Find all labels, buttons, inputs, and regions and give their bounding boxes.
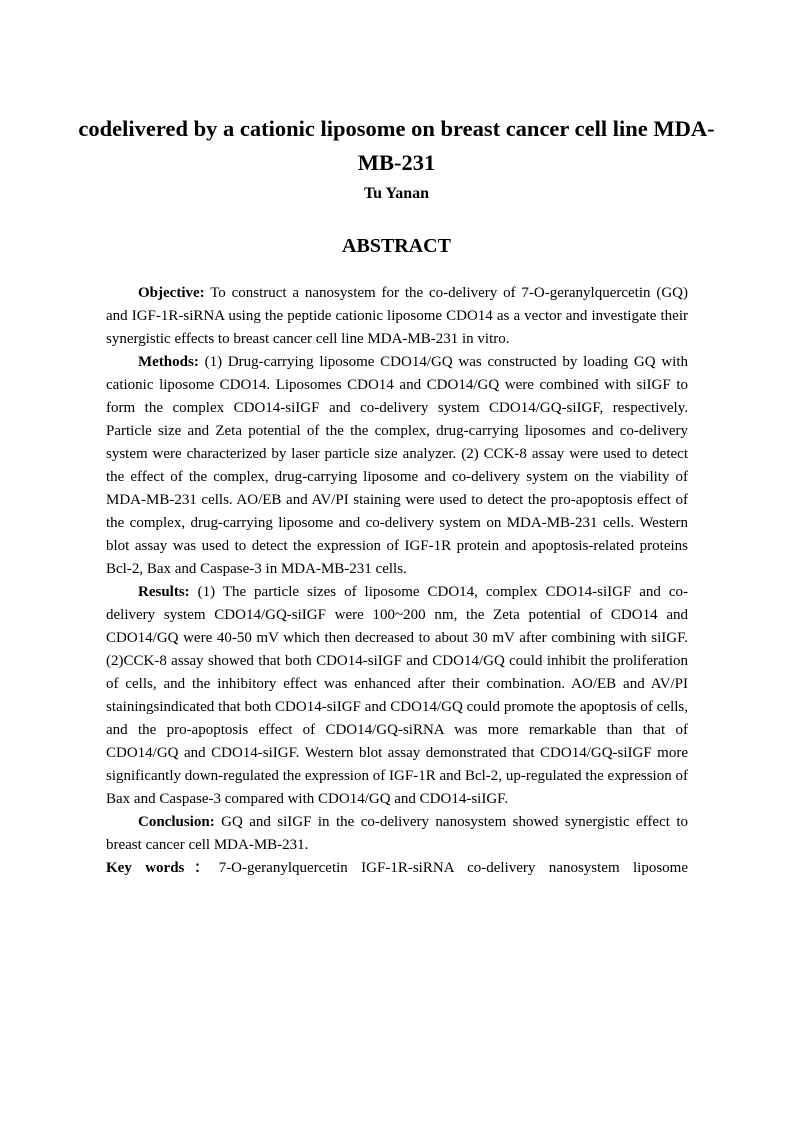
- results-paragraph: [106, 581, 688, 811]
- keywords-line: [106, 857, 688, 880]
- objective-label: Objective:: [138, 285, 205, 301]
- conclusion-paragraph: [106, 811, 688, 857]
- objective-text: To construct a nanosystem for the co-delivery of 7-O-geranylquercetin (GQ) and IGF-1R-siRNA using the peptide cationic liposome CDO14 as a vector and investigate their synergistic effects to breast cancer cell line MDA-MB-231 in vitro.: [106, 285, 688, 347]
- conclusion-text: GQ and siIGF in the co-delivery nanosystem showed synergistic effect to breast cancer cell MDA-MB-231.: [106, 814, 688, 853]
- paper-title: codelivered by a cationic liposome on breast cancer cell line MDA-MB-231: [78, 116, 715, 175]
- methods-label: Methods:: [138, 354, 199, 370]
- keywords-label: Key words：: [106, 860, 219, 876]
- abstract-heading: ABSTRACT: [342, 235, 451, 257]
- keywords-text: 7-O-geranylquercetin IGF-1R-siRNA co-delivery nanosystem liposome: [218, 860, 688, 876]
- results-text: (1) The particle sizes of liposome CDO14, complex CDO14-siIGF and co-delivery system CDO14/GQ-siIGF were 100~200 nm, the Zeta potential of CDO14 and CDO14/GQ were 40-50 mV which then decreased to about 30 mV after combining with siIGF. (2)CCK-8 assay showed that both CDO14-siIGF and CDO14/GQ could inhibit the proliferation of cells, and the inhibitory effect was enhanced after their combination. AO/EB and AV/PI stainingsindicated that both CDO14-siIGF and CDO14/GQ could promote the apoptosis of cells, and the pro-apoptosis effect of CDO14/GQ-siRNA was more remarkable than that of CDO14/GQ and CDO14-siIGF. Western blot assay demonstrated that CDO14/GQ-siIGF more significantly down-regulated the expression of IGF-1R and Bcl-2, up-regulated the expression of Bax and Caspase-3 compared with CDO14/GQ and CDO14-siIGF.: [106, 584, 688, 807]
- author-name: Tu Yanan: [363, 185, 430, 202]
- methods-text: (1) Drug-carrying liposome CDO14/GQ was constructed by loading GQ with cationic liposome CDO14. Liposomes CDO14 and CDO14/GQ were combined with siIGF to form the complex CDO14-siIGF and co-delivery system CDO14/GQ-siIGF, respectively. Particle size and Zeta potential of the the complex, drug-carrying liposomes and co-delivery system were characterized by laser particle size analyzer. (2) CCK-8 assay were used to detect the effect of the complex, drug-carrying liposome and co-delivery system on the viability of MDA-MB-231 cells. AO/EB and AV/PI staining were used to detect the pro-apoptosis effect of the complex, drug-carrying liposome and co-delivery system on MDA-MB-231 cells. Western blot assay was used to detect the expression of IGF-1R protein and apoptosis-related proteins Bcl-2, Bax and Caspase-3 in MDA-MB-231 cells.: [106, 354, 688, 577]
- objective-paragraph: [106, 282, 688, 351]
- results-label: Results:: [138, 584, 190, 600]
- conclusion-label: Conclusion:: [138, 814, 215, 830]
- methods-paragraph: [106, 351, 688, 581]
- abstract-body: [106, 282, 688, 880]
